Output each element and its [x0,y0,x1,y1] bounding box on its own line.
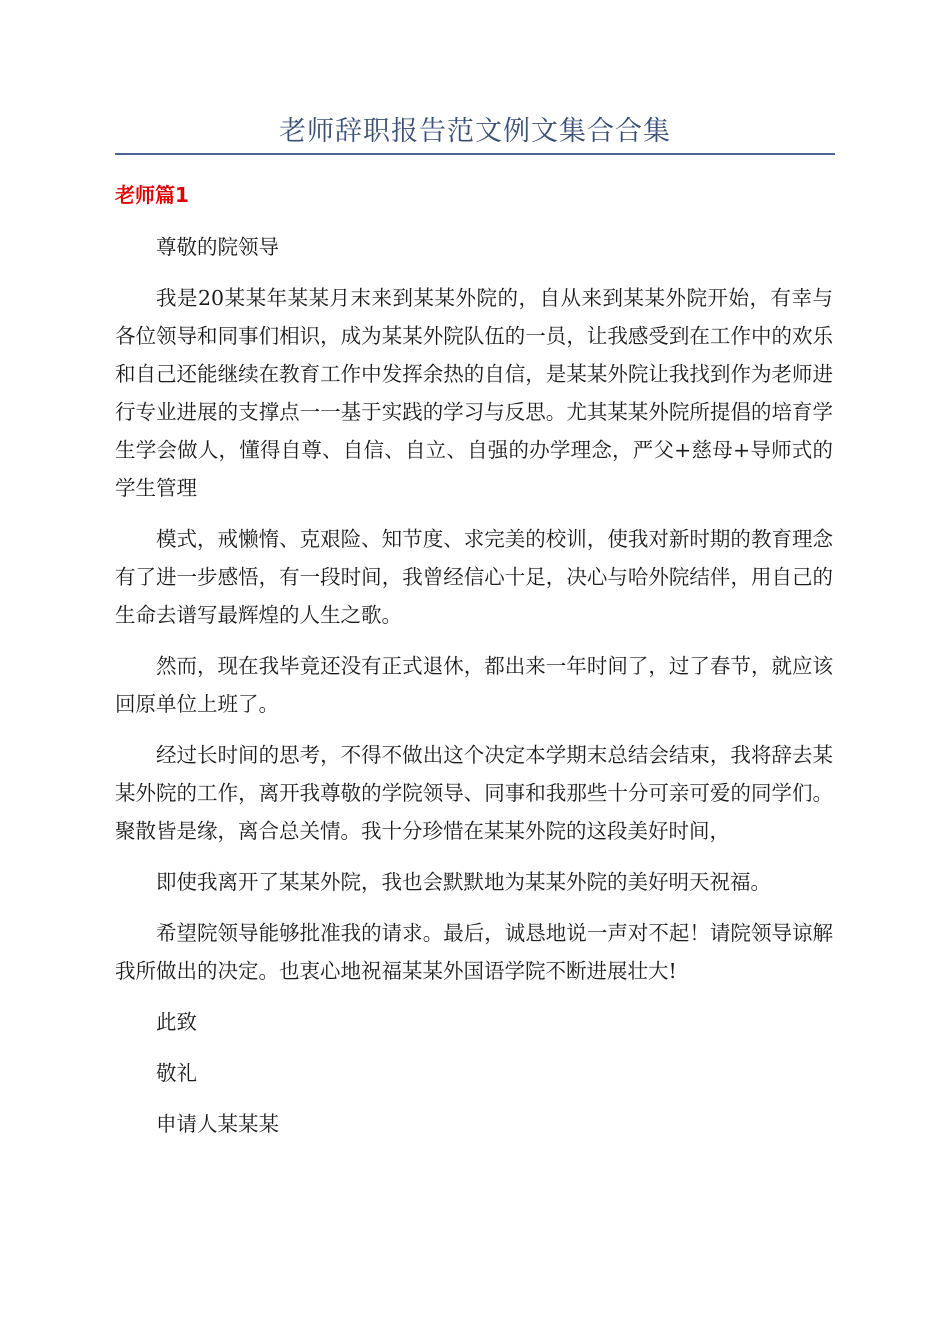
body-paragraph: 然而，现在我毕竟还没有正式退休，都出来一年时间了，过了春节，就应该回原单位上班了。 [115,654,833,716]
document-title: 老师辞职报告范文例文集合合集 [279,116,671,147]
salutation: 尊敬的院领导 [156,235,279,259]
closing-salute: 敬礼 [156,1061,197,1085]
body-paragraph: 希望院领导能够批准我的请求。最后，诚恳地说一声对不起！请院领导谅解我所做出的决定。也衷心地祝福某某外国语学院不断进展壮大! [115,921,833,983]
body-paragraph: 模式，戒懒惰、克艰险、知节度、求完美的校训，使我对新时期的教育理念有了进一步感悟，有一段时间，我曾经信心十足，决心与哈外院结伴，用自己的生命去谱写最辉煌的人生之歌。 [115,527,833,627]
closing-line: 此致 [156,1010,197,1034]
body-paragraph: 即使我离开了某某外院，我也会默默地为某某外院的美好明天祝福。 [156,870,771,894]
section-heading: 老师篇1 [115,183,189,207]
signature-line: 申请人某某某 [156,1112,279,1136]
document-body [115,228,833,1156]
title-underline-divider [115,153,835,155]
body-paragraph: 我是20某某年某某月末来到某某外院的，自从来到某某外院开始，有幸与各位领导和同事们相识，成为某某外院队伍的一员，让我感受到在工作中的欢乐和自己还能继续在教育工作中发挥余热的自信，是某某外院让我找到作为老师进行专业进展的支撑点一一基于实践的学习与反思。尤其某某外院所提倡的培育学生学会做人，懂得自尊、自信、自立、自强的办学理念，严父+慈母+导师式的学生管理 [115,286,833,500]
body-paragraph: 经过长时间的思考，不得不做出这个决定本学期末总结会结束，我将辞去某某外院的工作，离开我尊敬的学院领导、同事和我那些十分可亲可爱的同学们。聚散皆是缘，离合总关情。我十分珍惜在某某外院的这段美好时间， [115,743,833,843]
